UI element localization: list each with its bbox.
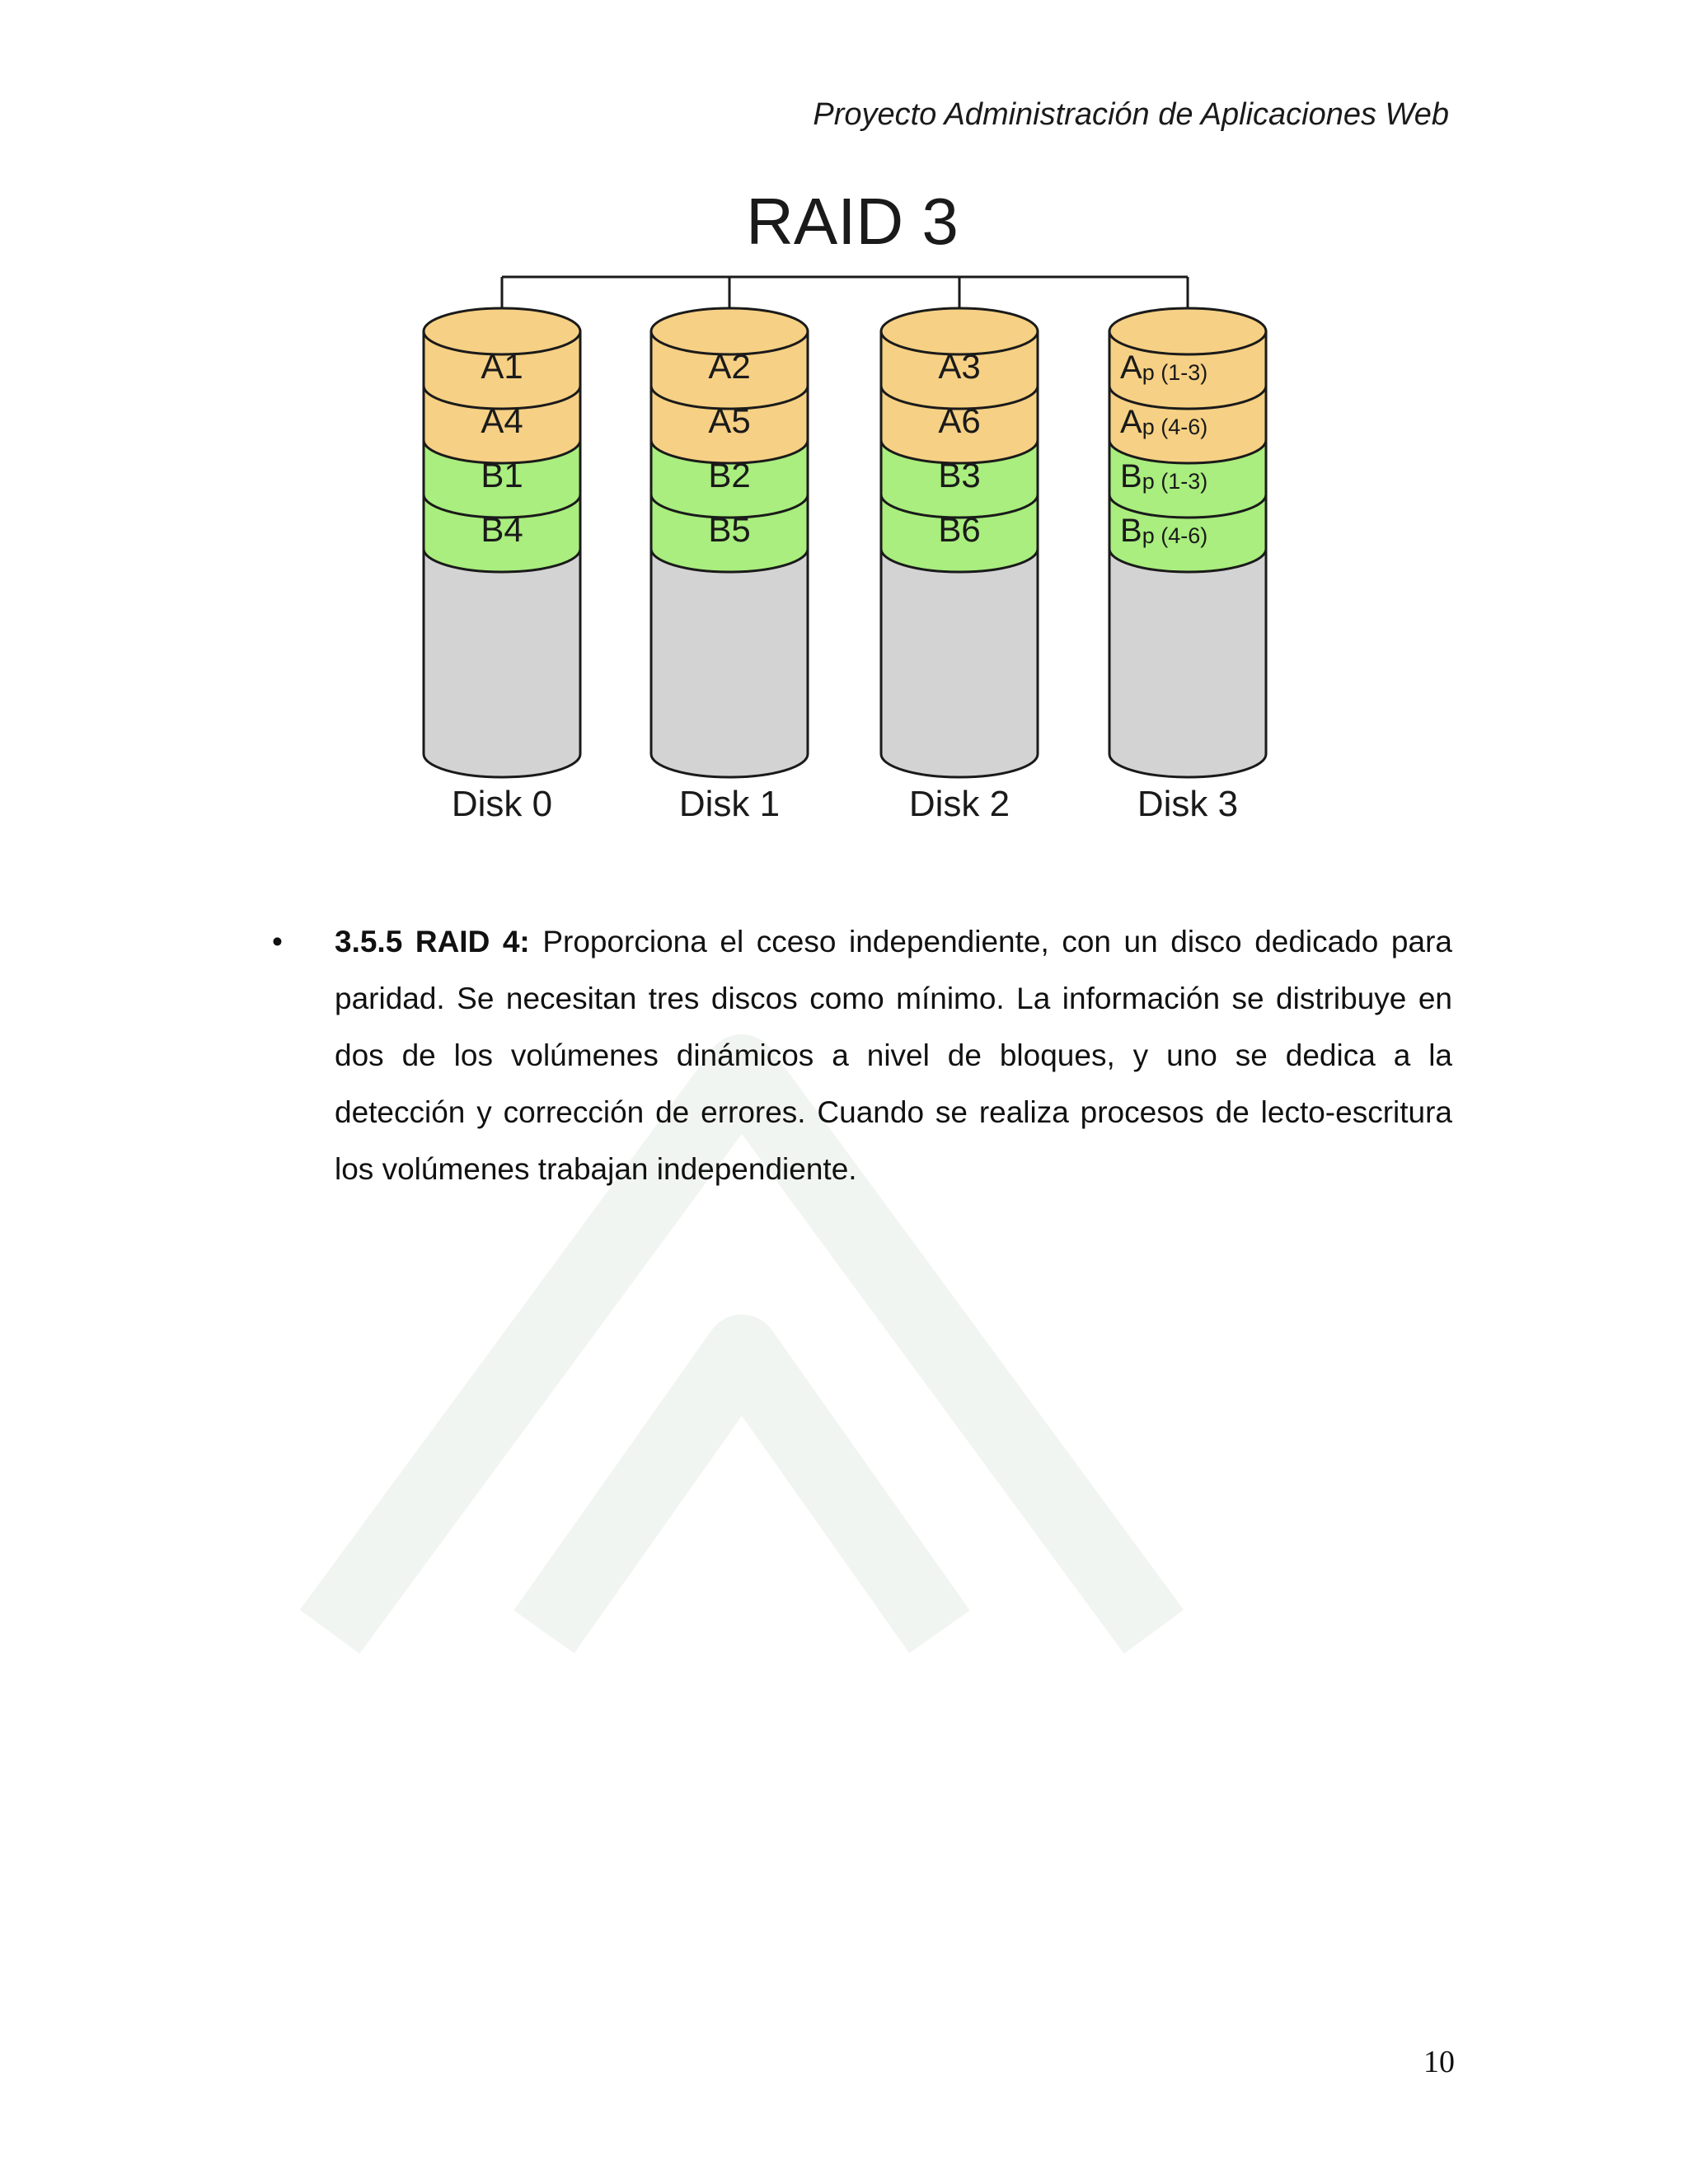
disk-label: Disk 2 [908, 784, 1010, 824]
disk-0 [424, 308, 580, 824]
raid4-heading: 3.5.5 RAID 4: [335, 925, 530, 958]
block-label: B2 [708, 456, 751, 494]
block-label: B1 [481, 456, 523, 494]
raid4-body: Proporciona el cceso independiente, con un disco dedicado para paridad. Se necesitan tres discos como mínimo. La información se distribuye en dos de los volúmenes dinámicos a nivel de bloques, y uno se dedica a la detección y corrección de errores. Cuando se realiza procesos de lecto-escritura los volúmenes trabajan independiente. [335, 925, 1452, 1186]
block-label: A3 [938, 347, 981, 386]
parity-block-label: Ap (1-3) [1120, 349, 1208, 386]
disk-empty-space [424, 549, 580, 777]
block-label: A6 [938, 401, 981, 440]
disk-1 [651, 308, 808, 824]
disk-3 [1109, 308, 1266, 824]
disk-empty-space [881, 549, 1038, 777]
disk-empty-space [1109, 549, 1266, 777]
block-label: B4 [481, 510, 523, 549]
parity-block-label: Bp (1-3) [1120, 458, 1208, 494]
block-label: B3 [938, 456, 981, 494]
page-number: 10 [1423, 2045, 1455, 2079]
disk-top-cap [1109, 308, 1266, 354]
disk-label: Disk 1 [678, 784, 781, 824]
block-label: A2 [708, 347, 751, 386]
disk-empty-space [651, 549, 808, 777]
diagram-title: RAID 3 [746, 185, 959, 258]
bullet-marker: • [272, 925, 283, 958]
parity-block-label: Bp (4-6) [1120, 513, 1208, 549]
block-label: A1 [481, 347, 523, 386]
disk-connector-lines [502, 277, 1188, 348]
block-label: B5 [708, 510, 751, 549]
page-header: Proyecto Administración de Aplicaciones Web [813, 97, 1449, 132]
block-label: A4 [481, 401, 523, 440]
raid4-section [272, 913, 1452, 1197]
block-label: A5 [708, 401, 751, 440]
parity-block-label: Ap (4-6) [1120, 404, 1208, 440]
disk-array [424, 308, 1266, 824]
disk-2 [881, 308, 1038, 824]
disk-label: Disk 3 [1137, 784, 1239, 824]
raid4-paragraph [335, 913, 1452, 1197]
block-label: B6 [938, 510, 981, 549]
raid-3-diagram [396, 181, 1302, 857]
disk-label: Disk 0 [451, 784, 553, 824]
